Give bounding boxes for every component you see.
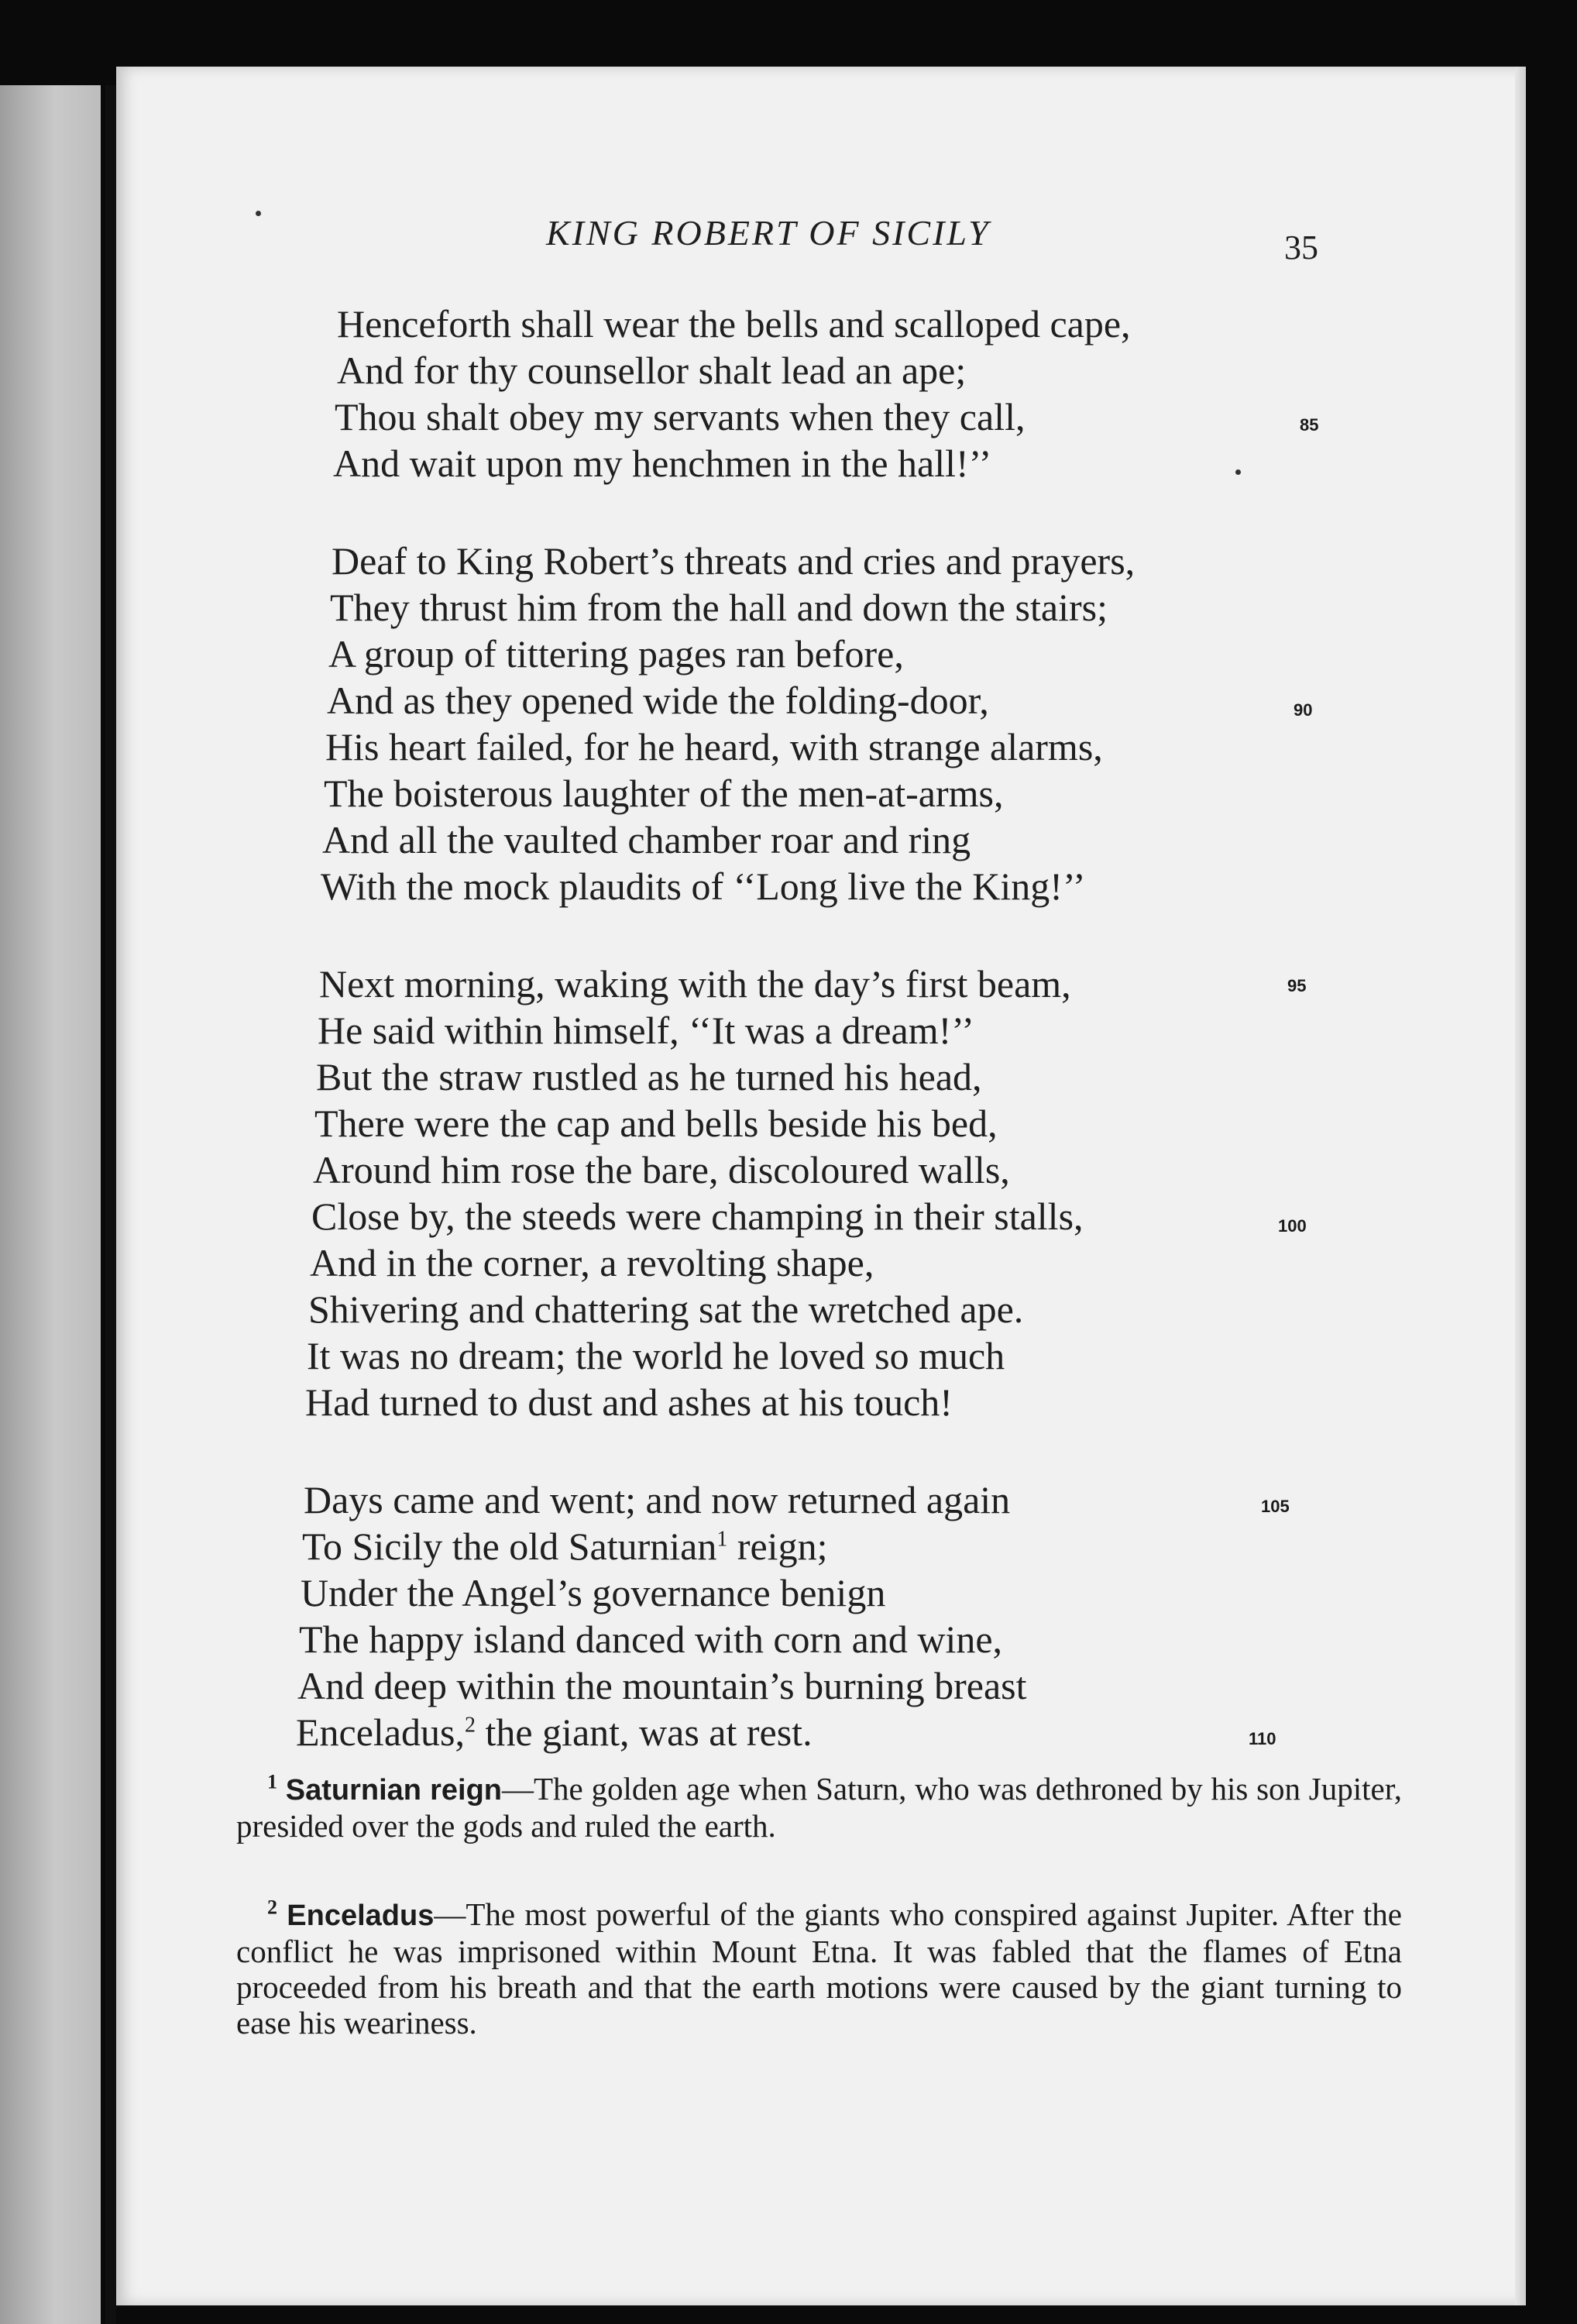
verse-line: He said within himself, ‘‘It was a dream!’’ <box>318 1009 974 1052</box>
line-number: 105 <box>1261 1497 1290 1516</box>
footnote-mark: 2 <box>267 1896 277 1919</box>
line-number: 100 <box>1278 1216 1307 1236</box>
verse-line: And deep within the mountain’s burning breast <box>297 1664 1027 1707</box>
verse-text: To Sicily the old Saturnian <box>302 1525 717 1568</box>
verse-line: The boisterous laughter of the men-at-arms, <box>324 772 1004 815</box>
page-number: 35 <box>1284 229 1318 266</box>
line-number: 90 <box>1294 700 1313 720</box>
line-number: 95 <box>1287 976 1307 995</box>
verse-text: reign; <box>727 1525 828 1568</box>
line-number: 85 <box>1300 415 1319 435</box>
verse-line: Next morning, waking with the day’s first beam, <box>319 962 1071 1006</box>
footnote <box>236 1896 1402 2040</box>
verse-line: Days came and went; and now returned again <box>304 1478 1011 1521</box>
verse-line: Henceforth shall wear the bells and scalloped cape, <box>337 302 1131 346</box>
verse-line: And as they opened wide the folding-door, <box>327 679 989 722</box>
verse-line: It was no dream; the world he loved so much <box>307 1334 1005 1377</box>
footnote-reference: 2 <box>464 1713 476 1738</box>
verse-line: His heart failed, for he heard, with strange alarms, <box>325 725 1103 768</box>
book-page <box>116 67 1526 2305</box>
verse-line: Around him rose the bare, discoloured walls, <box>313 1148 1010 1191</box>
print-speck <box>1235 469 1241 475</box>
print-speck <box>256 211 261 216</box>
verse-line: Shivering and chattering sat the wretched ape. <box>308 1287 1024 1331</box>
verse-line: A group of tittering pages ran before, <box>328 632 904 676</box>
footnote-term: Saturnian reign <box>285 1774 502 1807</box>
verse-text: Enceladus, <box>296 1710 465 1754</box>
page-edge <box>1515 67 1526 2305</box>
verse-line: And wait upon my henchmen in the hall!’’ <box>333 442 992 485</box>
verse-line <box>296 1709 813 1755</box>
verse-line: And all the vaulted chamber roar and ring <box>322 818 971 861</box>
facing-page-edge <box>0 85 101 2324</box>
verse-line: Had turned to dust and ashes at his touch! <box>305 1380 953 1424</box>
footnote-reference: 1 <box>716 1527 728 1552</box>
verse-line: Thou shalt obey my servants when they call, <box>335 395 1026 438</box>
verse-line: Close by, the steeds were champing in their stalls, <box>311 1195 1084 1238</box>
verse-line: And in the corner, a revolting shape, <box>310 1241 874 1284</box>
verse-line: But the straw rustled as he turned his head, <box>316 1055 982 1098</box>
footnote-mark: 1 <box>267 1770 277 1793</box>
verse-line: Deaf to King Robert’s threats and cries and prayers, <box>332 539 1136 583</box>
verse-line: With the mock plaudits of ‘‘Long live the King!’’ <box>321 865 1086 908</box>
verse-line: And for thy counsellor shalt lead an ape; <box>337 349 967 392</box>
running-title: KING ROBERT OF SICILY <box>546 213 991 253</box>
book-gutter <box>105 85 116 2324</box>
verse-line: They thrust him from the hall and down the stairs; <box>330 586 1108 629</box>
verse-line: There were the cap and bells beside his bed, <box>314 1102 998 1145</box>
verse-line <box>302 1523 827 1569</box>
verse-text: the giant, was at rest. <box>475 1710 813 1754</box>
footnote-text: —The most powerful of the giants who conspired against Jupiter. After the conflict he was imprisoned within Mount Etna. It was fabled that the flames of Etna proceeded from his breath and that the earth motions were caused by the giant turning to ease his weariness. <box>236 1896 1403 2040</box>
footnote-text: —The golden age when Saturn, who was dethroned by his son Jupiter, presided over the gods and ruled the earth. <box>236 1771 1403 1844</box>
footnote-term: Enceladus <box>287 1899 435 1932</box>
verse-line: The happy island danced with corn and wine, <box>299 1618 1003 1661</box>
line-number: 110 <box>1249 1729 1276 1748</box>
footnote <box>236 1771 1402 1844</box>
verse-line: Under the Angel’s governance benign <box>301 1571 886 1614</box>
